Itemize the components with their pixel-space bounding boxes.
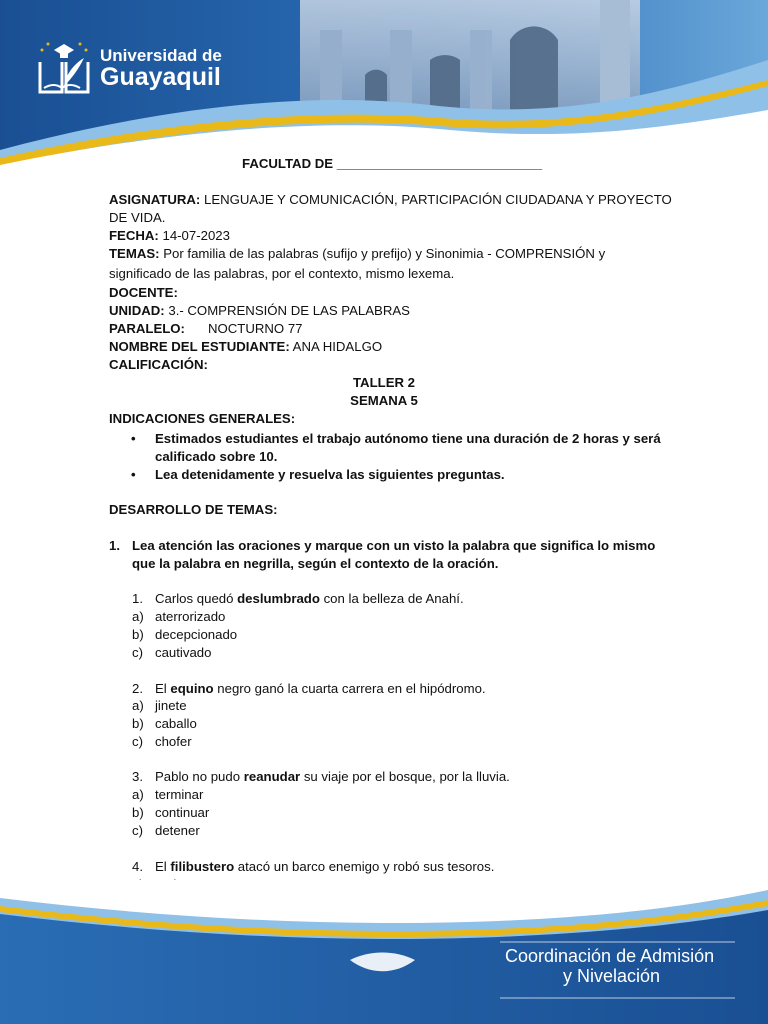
option-letter: a) [132,609,144,624]
paralelo-value: NOCTURNO 77 [208,321,303,336]
option-a[interactable] [132,608,226,626]
bullet-1-line1: Estimados estudiantes el trabajo autónomo tiene una duración de 2 horas y será [155,431,661,446]
option-text: aterrorizado [155,609,226,624]
building-image [300,0,640,110]
option-text: detener [155,823,200,838]
indicaciones-heading: INDICACIONES GENERALES: [109,411,296,426]
paralelo-label: PARALELO: [109,321,185,336]
asignatura-value-cont: DE VIDA. [109,210,166,225]
docente-label: DOCENTE: [109,285,178,300]
item-4-sentence [155,858,494,876]
item-2-sentence [155,680,486,698]
sentence-bold-word: filibustero [170,859,235,874]
bullet-1-line2: calificado sobre 10. [155,449,278,464]
question-line2: que la palabra en negrilla, según el contexto de la oración. [132,556,499,571]
university-logo [36,36,222,100]
logo-text [100,47,222,90]
nombre-label: NOMBRE DEL ESTUDIANTE: [109,339,290,354]
sentence-after: negro ganó la cuarta carrera en el hipódromo. [213,681,486,696]
option-text: jinete [155,698,187,713]
option-letter: a) [132,787,144,802]
option-b[interactable] [132,804,210,822]
item-1-sentence [155,590,464,608]
fecha-label: FECHA: [109,228,159,243]
sentence-before: El [155,681,171,696]
sentence-after: su viaje por el bosque, por la lluvia. [300,769,510,784]
asignatura-value: LENGUAJE Y COMUNICACIÓN, PARTICIPACIÓN CIUDADANA Y PROYECTO [204,192,672,207]
sentence-before: El [155,859,171,874]
item-2-number: 2. [132,681,143,696]
sentence-after: con la belleza de Anahí. [319,591,464,606]
desarrollo-heading: DESARROLLO DE TEMAS: [109,502,278,517]
option-c[interactable] [132,644,212,662]
question-number: 1. [109,538,120,553]
unidad-value: 3.- COMPRENSIÓN DE LAS PALABRAS [168,303,410,318]
sentence-bold-word: reanudar [243,769,301,784]
option-a[interactable] [132,786,204,804]
fecha-line [109,227,230,245]
option-b[interactable] [132,626,238,644]
nombre-line [109,338,382,356]
paralelo-line [109,320,303,338]
option-c[interactable] [132,733,192,751]
book-quill-logo-icon [36,36,92,100]
item-1-number: 1. [132,591,143,606]
option-text: terminar [155,787,204,802]
sentence-before: Carlos quedó [155,591,238,606]
option-text: continuar [155,805,210,820]
temas-label: TEMAS: [109,246,160,261]
option-letter: c) [132,823,143,838]
fecha-value: 14-07-2023 [162,228,230,243]
asignatura-label: ASIGNATURA: [109,192,201,207]
sentence-bold-word: deslumbrado [237,591,320,606]
bullet-2: Lea detenidamente y resuelva las siguientes preguntas. [155,467,505,482]
option-letter: c) [132,734,143,749]
footer-line1: Coordinación de Admisión [505,946,715,966]
faculty-blank[interactable]: ____________________________ [336,156,543,171]
option-text: chofer [155,734,192,749]
temas-value: Por familia de las palabras (sufijo y prefijo) y Sinonimia - COMPRENSIÓN y [163,246,606,261]
faculty-line [242,155,542,173]
footer-line2: y Nivelación [563,966,661,986]
option-letter: b) [132,716,144,731]
sentence-after: atacó un barco enemigo y robó sus tesoros. [234,859,495,874]
bullet-icon: • [131,467,136,482]
option-b[interactable] [132,715,197,733]
option-letter: b) [132,805,144,820]
unidad-label: UNIDAD: [109,303,165,318]
bullet-icon: • [131,431,136,446]
option-text: caballo [155,716,197,731]
option-c[interactable] [132,822,200,840]
asignatura-line [109,191,672,209]
logo-line-guayaquil: Guayaquil [100,62,221,91]
sentence-before: Pablo no pudo [155,769,244,784]
temas-value-cont: significado de las palabras, por el contexto, mismo lexema. [109,266,455,281]
option-text: cautivado [155,645,212,660]
calificacion-label: CALIFICACIÓN: [109,357,208,372]
item-3-sentence [155,768,510,786]
faculty-label: FACULTAD DE [242,156,334,171]
taller-week: SEMANA 5 [350,393,418,408]
option-a[interactable] [132,697,187,715]
logo-line-university: Universidad de [100,45,222,65]
item-3-number: 3. [132,769,143,784]
option-letter: a) [132,698,144,713]
option-letter: b) [132,627,144,642]
nombre-value: ANA HIDALGO [292,339,383,354]
question-line1: Lea atención las oraciones y marque con un visto la palabra que significa lo mismo [132,538,656,553]
sentence-bold-word: equino [170,681,214,696]
temas-line [109,245,605,263]
footer-coordination-text [505,946,714,986]
option-letter: c) [132,645,143,660]
option-text: decepcionado [155,627,238,642]
unidad-line [109,302,410,320]
item-4-number: 4. [132,859,143,874]
taller-title: TALLER 2 [352,375,416,390]
